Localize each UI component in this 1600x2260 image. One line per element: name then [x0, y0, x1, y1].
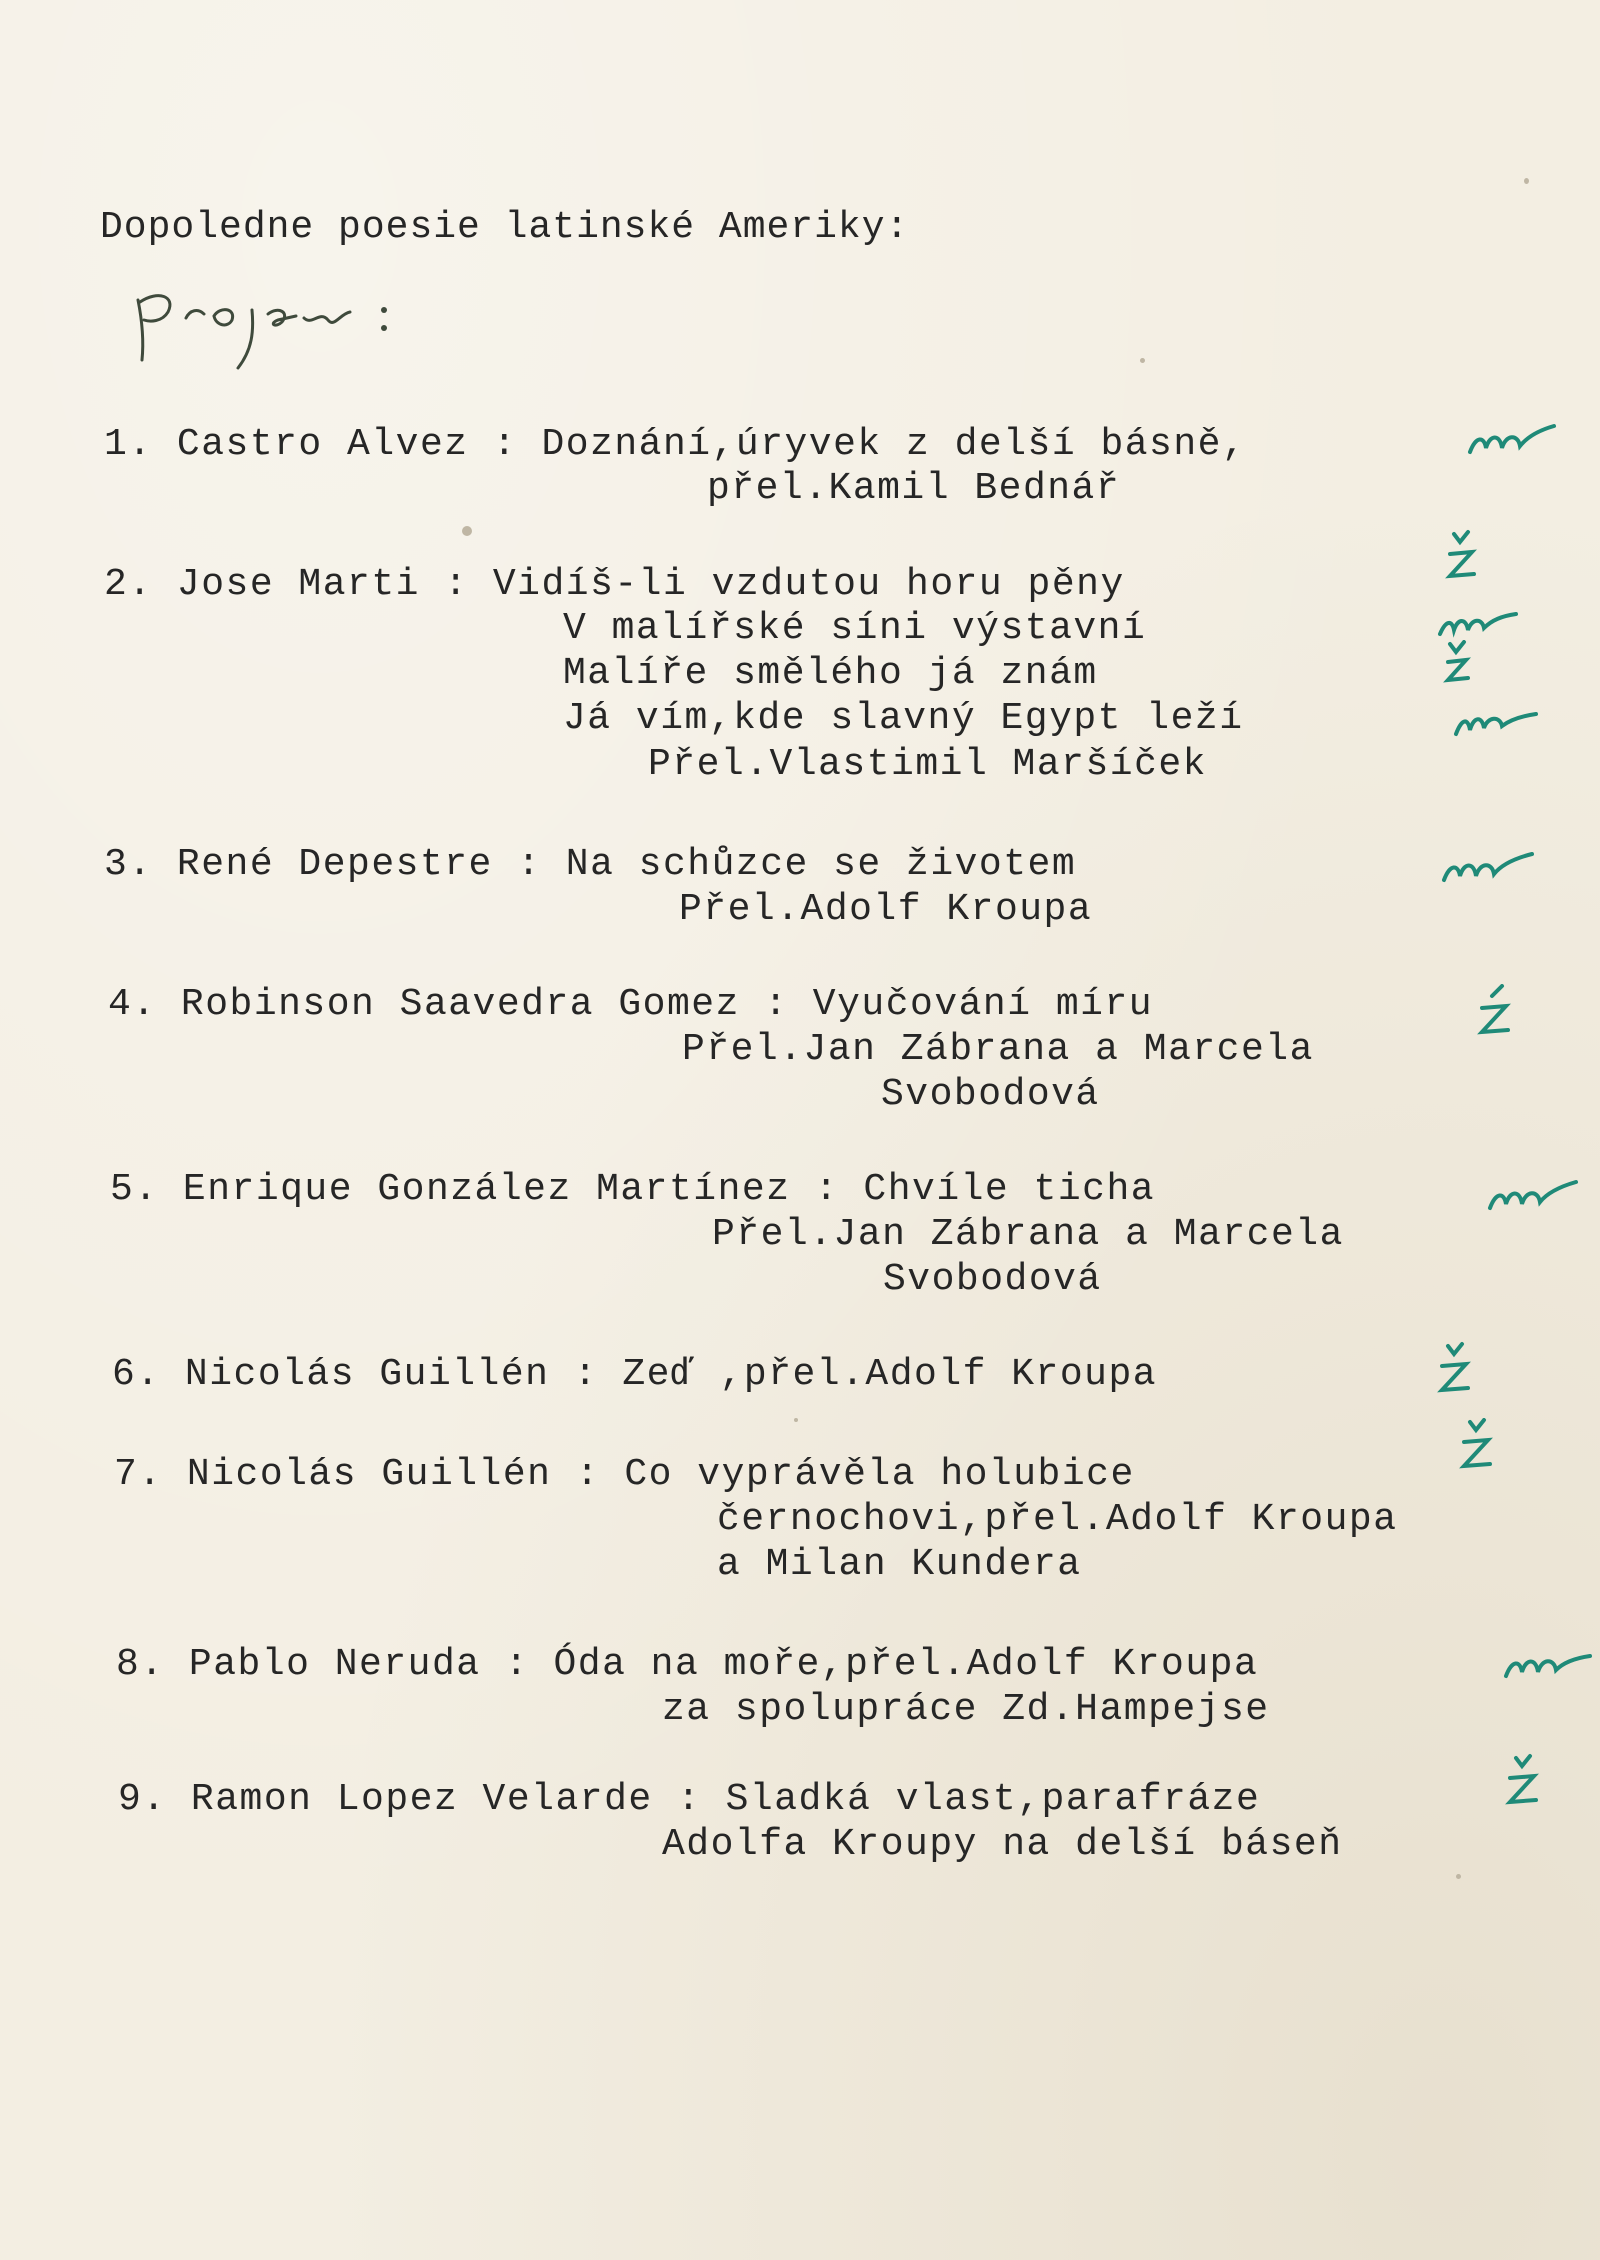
paper-speck: [794, 1418, 798, 1422]
paper-speck: [462, 526, 472, 536]
entry-5-line-1: 5. Enrique González Martínez : Chvíle ticha: [110, 1168, 1156, 1211]
entry-3-line-2: Přel.Adolf Kroupa: [679, 888, 1093, 931]
entry-9-line-1: 9. Ramon Lopez Velarde : Sladká vlast,parafráze: [118, 1778, 1261, 1821]
entry-5-line-2: Přel.Jan Zábrana a Marcela: [712, 1213, 1344, 1256]
page-heading: Dopoledne poesie latinské Ameriky:: [100, 206, 910, 249]
paper-speck: [1140, 358, 1145, 363]
green-z-caron-mark-icon: [1430, 640, 1530, 700]
entry-3-line-1: 3. René Depestre : Na schůzce se životem: [104, 843, 1077, 886]
paper-speck: [1524, 178, 1529, 184]
green-m-mark-icon: [1498, 1638, 1598, 1698]
green-m-mark-icon: [1482, 1168, 1582, 1228]
green-m-mark-icon: [1436, 842, 1536, 902]
entry-7-line-1: 7. Nicolás Guillén : Co vyprávěla holubice: [114, 1453, 1135, 1496]
entry-4-line-1: 4. Robinson Saavedra Gomez : Vyučování míru: [108, 983, 1154, 1026]
entry-7-line-3: a Milan Kundera: [717, 1543, 1082, 1586]
paper-speck: [1456, 1874, 1461, 1879]
entry-4-line-2: Přel.Jan Zábrana a Marcela: [682, 1028, 1314, 1071]
entry-2-line-5: Přel.Vlastimil Maršíček: [648, 743, 1207, 786]
entry-2-line-1: 2. Jose Marti : Vidíš-li vzdutou horu pěny: [104, 563, 1125, 606]
green-m-mark-icon: [1462, 412, 1562, 472]
entry-5-line-3: Svobodová: [883, 1258, 1102, 1301]
entry-2-line-4: Já vím,kde slavný Egypt leží: [563, 697, 1244, 740]
entry-9-line-2: Adolfa Kroupy na delší báseň: [662, 1823, 1343, 1866]
entry-8-line-1: 8. Pablo Neruda : Óda na moře,přel.Adolf Kroupa: [116, 1643, 1259, 1686]
green-z-caron-mark-icon: [1446, 1418, 1546, 1478]
handwritten-note-scribble: [128, 270, 448, 380]
entry-4-line-3: Svobodová: [881, 1073, 1100, 1116]
green-m-mark-icon: [1448, 694, 1548, 754]
green-z-caron-mark-icon: [1424, 1340, 1524, 1400]
entry-2-line-2: V malířské síni výstavní: [563, 607, 1147, 650]
entry-1-line-1: 1. Castro Alvez : Doznání,úryvek z delší básně,: [104, 423, 1247, 466]
entry-1-line-2: přel.Kamil Bednář: [707, 467, 1121, 510]
entry-8-line-2: za spolupráce Zd.Hampejse: [662, 1688, 1270, 1731]
green-z-caron-mark-icon: [1428, 528, 1528, 588]
entry-2-line-3: Malíře smělého já znám: [563, 652, 1098, 695]
entry-7-line-2: černochovi,přel.Adolf Kroupa: [717, 1498, 1398, 1541]
green-z-caron-mark-icon: [1494, 1752, 1594, 1812]
entry-6-line-1: 6. Nicolás Guillén : Zeď ,přel.Adolf Kroupa: [112, 1353, 1158, 1396]
green-z-acute-mark-icon: [1466, 984, 1566, 1044]
